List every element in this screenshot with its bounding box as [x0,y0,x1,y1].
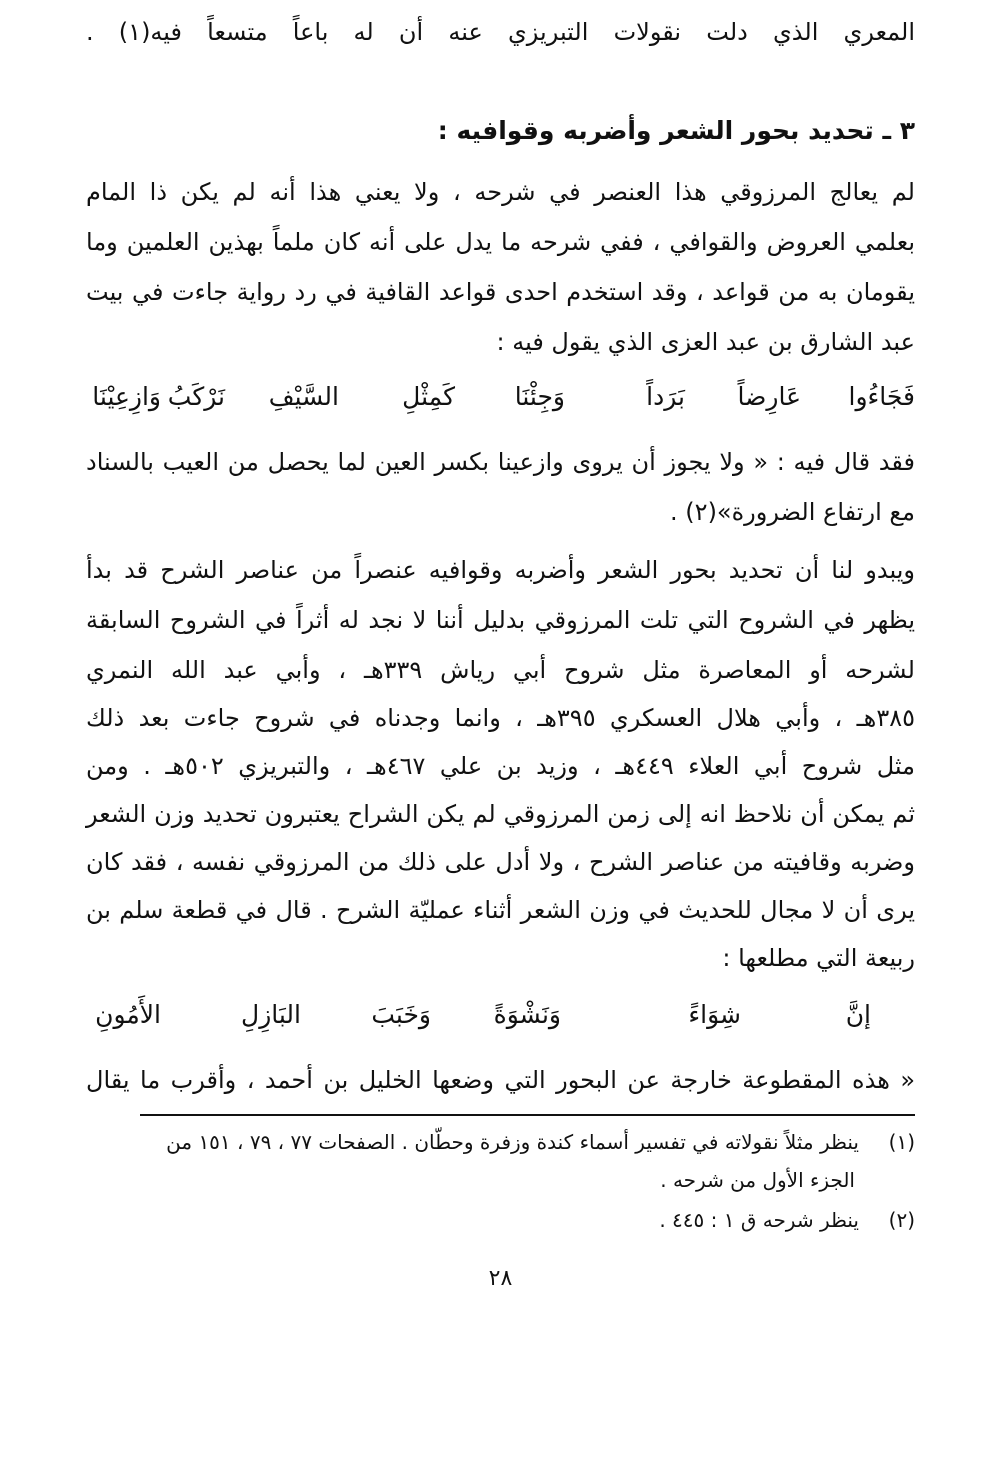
footnote-number: (١) [888,1130,915,1154]
paragraph-line: عبد الشارق بن عبد العزى الذي يقول فيه : [496,328,915,356]
verse-word: الأَمُونِ [95,1000,161,1029]
paragraph-line: لم يعالج المرزوقي هذا العنصر في شرحه ، ولا يعني هذا أنه لم يكن ذا المام [86,178,915,206]
paragraph-line: ربيعة التي مطلعها : [722,944,915,972]
verse-word: البَازِلِ [241,1000,301,1029]
paragraph-line: ٣٨٥هـ ، وأبي هلال العسكري ٣٩٥هـ ، وانما وجدناه في شروح جاءت بعد ذلك [86,704,915,732]
paragraph-line: فقد قال فيه : « ولا يجوز أن يروى وازعينا بكسر العين لما يحصل من العيب بالسناد [86,448,915,476]
footnote-2 [86,1208,915,1232]
paragraph-line: لشرحه أو المعاصرة مثل شروح أبي رياش ٣٣٩هـ ، وأبي عبد الله النمري [86,656,915,684]
closing-quote-line: « هذه المقطوعة خارجة عن البحور التي وضعها الخليل بن أحمد ، وأقرب ما يقال [86,1066,915,1094]
paragraph-line: وضربه وقافيته من عناصر الشرح ، ولا أدل على ذلك من المرزوقي نفسه ، فقد كان [86,848,915,876]
verse-word: وَخَبَبَ [371,1000,431,1029]
section-heading: ٣ ـ تحديد بحور الشعر وأضربه وقوافيه : [437,116,915,145]
verse-word: شِوَاءً [688,1000,741,1029]
verse-word: وَنَشْوَةً [493,1000,561,1029]
footnote-divider [140,1114,915,1116]
paragraph-line: يقومان به من قواعد ، وقد استخدم احدى قواعد القافية في رد رواية جاءت في بيت [86,278,915,306]
footnote-text: ينظر مثلاً نقولاته في تفسير أسماء كندة وزفرة وحطّان . الصفحات ٧٧ ، ٧٩ ، ١٥١ من [166,1130,859,1154]
page-number: ٢٨ [488,1266,513,1291]
verse-word: نَرْكَبُ [167,382,225,411]
footnote-number: (٢) [888,1208,915,1232]
paragraph-line: مع ارتفاع الضرورة»(٢) . [670,498,915,526]
top-line: المعري الذي دلت نقولات التبريزي عنه أن له باعاً متسعاً فيه(١) . [86,18,915,46]
paragraph-line: مثل شروح أبي العلاء ٤٤٩هـ ، وزيد بن علي ٤٦٧هـ ، والتبريزي ٥٠٢هـ . ومن [86,752,915,780]
verse-word: وَجِئْنَا [514,382,565,411]
paragraph-line: ويبدو لنا أن تحديد بحور الشعر وأضربه وقوافيه عنصراً من عناصر الشرح قد بدأ [86,556,915,584]
verse-word: عَارِضاً [737,382,801,411]
footnote-text: ينظر شرحه ق ١ : ٤٤٥ . [659,1208,859,1232]
paragraph-line: يرى أن لا مجال للحديث في وزن الشعر أثناء عمليّة الشرح . قال في قطعة سلم بن [86,896,915,924]
verse-word: كَمِثْلِ [402,382,455,411]
verse-word: وَازِعِيْنَا [92,382,161,411]
paragraph-line: بعلمي العروض والقوافي ، ففي شرحه ما يدل على أنه كان ملماً بهذين العلمين وما [86,228,915,256]
footnote-1 [86,1130,915,1154]
paragraph-line: يظهر في الشروح التي تلت المرزوقي بدليل أننا لا نجد له أثراً في الشروح السابقة [86,606,915,634]
verse-word: إنَّ [845,1000,871,1029]
verse-word: السَّيْفِ [268,382,339,411]
verse-word: فَجَاءُوا [848,382,915,411]
paragraph-line: ثم يمكن أن نلاحظ انه إلى زمن المرزوقي لم يكن الشراح يعتبرون تحديد وزن الشعر [86,800,915,828]
footnote-1-continuation: الجزء الأول من شرحه . [660,1168,855,1192]
verse-word: بَرَداً [646,382,685,411]
